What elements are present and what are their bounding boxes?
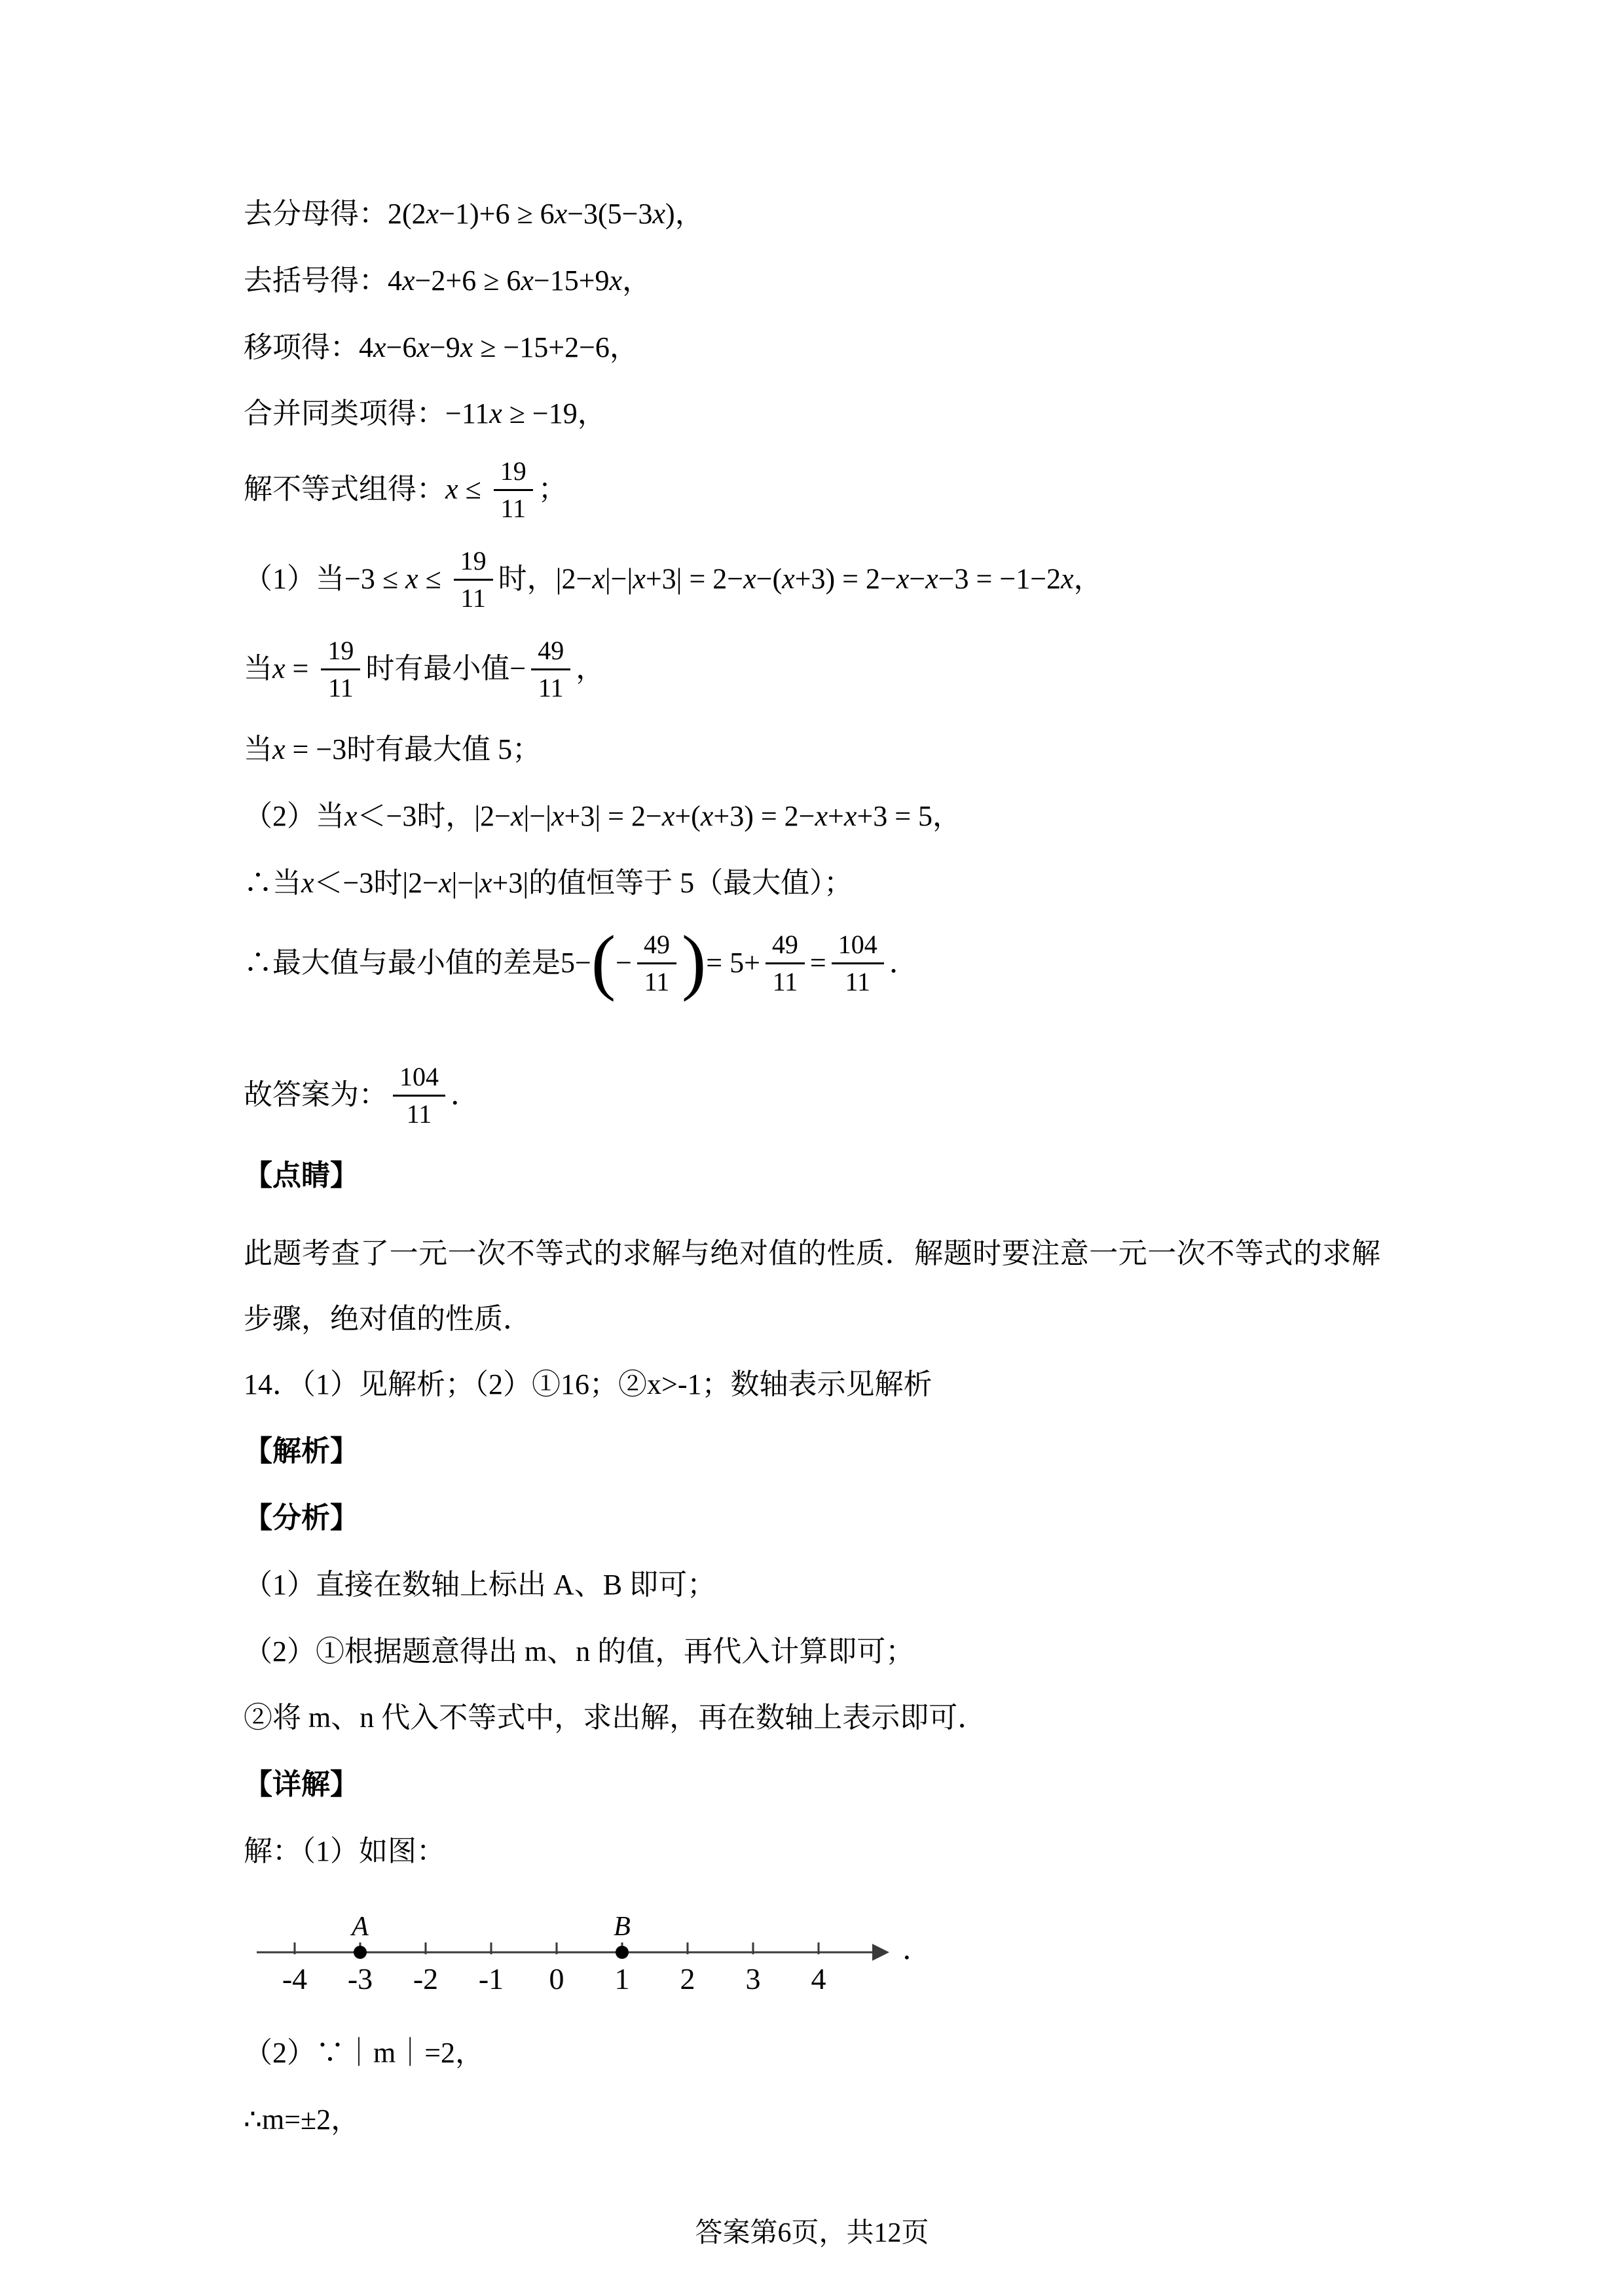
text-run: 【点睛】 [244,1159,359,1192]
fraction [494,457,533,522]
text-run: ∴最大值与最小值的差是 [244,946,561,979]
document-body [244,193,1380,2140]
text-run: 时有最大值 5； [346,733,542,766]
text-run: 【详解】 [244,1768,359,1801]
math-run: x＜−3 [301,866,374,899]
text-run: 时 [373,866,403,899]
text-run: 【解析】 [244,1435,359,1468]
solution-line [244,636,1380,704]
text-run: 去分母得： [244,198,388,230]
axis-tick-label: -2 [413,1961,439,1995]
text-run: 解不等式组得： [244,473,445,505]
fraction-numerator: 49 [637,930,676,964]
paragraph [244,1221,1380,1352]
fraction-numerator: 49 [531,636,570,670]
math-run: −11x ≥ −19 [445,397,578,430]
number-line-figure [248,1897,902,2007]
math-run: 4x−2+6 ≥ 6x−15+9x [388,264,623,297]
math-run: = [809,946,826,979]
axis-tick-label: 4 [811,1961,826,1995]
text-run: ∴当 [244,866,301,899]
text-run: （1）直接在数轴上标出 A、B 即可； [244,1568,716,1601]
fraction-denominator: 11 [406,1099,432,1129]
text-run: 故答案为： [244,1078,388,1111]
math-run: x = [272,652,309,685]
text-run: ． [889,946,918,979]
math-run: |2−x|−|x+3| = 2−x−(x+3) = 2−x−x−3 = −1−2x [555,562,1074,595]
text-run: 的值恒等于 5（最大值）； [528,866,853,899]
solution-line [244,920,1380,1002]
text-run: 【分析】 [244,1501,359,1534]
fraction [531,636,570,701]
text-run: 合并同类项得： [244,397,445,430]
fraction-denominator: 11 [644,967,670,997]
page-footer: 答案第6页，共12页 [695,2218,929,2248]
axis-tick-label: 0 [549,1961,564,1995]
text-run: ． [451,1078,479,1111]
big-paren: ( [591,920,616,1002]
text-run: ， [1073,562,1103,595]
marked-point-dot [616,1946,629,1959]
solution-line [244,862,1380,904]
text-run: 移项得： [244,331,359,363]
text-run: 去括号得： [244,264,388,297]
solution-line [244,1697,1380,1739]
text-run: ， [609,331,638,363]
math-run: |2−x|−|x+3| = 2−x+(x+3) = 2−x+x+3 = 5 [474,799,933,832]
solution-line [244,193,1380,235]
text-run: （2）∵｜m｜=2， [244,2036,485,2069]
math-run: −3 ≤ x ≤ [344,562,441,595]
text-run: ， [932,799,962,832]
math-run: x = −3 [272,733,347,766]
text-run: ， [577,397,606,430]
fraction-denominator: 11 [772,967,798,997]
math-run: |2−x|−|x+3| [402,866,529,899]
solution-line [244,546,1380,614]
text-run: （2）①根据题意得出 m、n 的值，再代入计算即可； [244,1635,915,1667]
text-run: ， [674,198,704,230]
fraction-numerator: 104 [393,1063,445,1097]
math-run: 5− [561,946,591,979]
fraction-numerator: 19 [321,636,360,670]
axis-tick-label: -3 [347,1961,373,1995]
text-run: 时， [498,562,556,595]
solution-line [244,260,1380,302]
big-paren: ) [681,920,707,1002]
marked-point-label: A [352,1911,369,1942]
answer-line [244,1364,1380,1406]
fraction-numerator: 19 [454,547,493,581]
marked-point-dot [354,1946,367,1959]
solution-line [244,1061,1380,1130]
section-heading [244,1497,1380,1539]
fraction [393,1063,445,1127]
solution-line [244,1564,1380,1606]
axis-arrowhead [872,1944,889,1961]
fraction-denominator: 11 [845,967,870,997]
text-run: 此题考查了一元一次不等式的求解与绝对值的性质．解题时要注意一元一次不等式的求解步骤，绝对值的性质． [244,1237,1380,1336]
text-run: （1）当 [244,562,344,595]
solution-line [244,456,1380,524]
solution-line [244,393,1380,435]
fraction [454,547,493,611]
axis-tick-label: 3 [745,1961,761,1995]
math-run: 4x−6x−9x ≥ −15+2−6 [359,331,610,363]
text-run: ， [622,264,652,297]
solution-line [244,729,1380,771]
text-run: ∴m=±2， [244,2103,360,2136]
fraction [832,930,884,995]
fraction-denominator: 11 [460,583,486,613]
text-run: 14．（1）见解析；（2）①16；②x>-1；数轴表示见解析 [244,1368,932,1401]
fraction-numerator: 49 [766,930,805,964]
solution-line [244,1631,1380,1673]
text-run: ． [902,1933,931,1965]
text-run: 当 [244,652,272,685]
text-run: 当 [244,733,272,766]
text-run: ②将 m、n 代入不等式中，求出解，再在数轴上表示即可． [244,1702,987,1734]
figure-line [244,1897,1380,2007]
section-heading [244,1430,1380,1472]
text-run: （2）当 [244,799,344,832]
fraction-denominator: 11 [500,494,526,524]
section-heading [244,1764,1380,1806]
math-run: − [509,652,526,685]
axis-tick-label: 1 [614,1961,630,1995]
fraction-numerator: 19 [494,457,533,491]
fraction [766,930,805,995]
axis-tick-label: -1 [478,1961,504,1995]
solution-line [244,2099,1380,2141]
solution-line [244,2032,1380,2074]
fraction [637,930,676,995]
math-run: x＜−3 [344,799,417,832]
math-run: x ≤ [445,473,481,505]
math-run: 2(2x−1)+6 ≥ 6x−3(5−3x) [388,198,675,230]
fraction-denominator: 11 [538,673,564,703]
axis-tick-label: 2 [680,1961,695,1995]
fraction-numerator: 104 [832,930,884,964]
text-run: 时有最小值 [365,652,510,685]
math-run: = 5+ [706,946,760,979]
fraction [321,636,360,701]
text-run: 解：（1）如图： [244,1834,445,1867]
text-run: ； [538,473,567,505]
solution-line [244,1831,1380,1872]
fraction-denominator: 11 [328,673,354,703]
axis-tick-label: -4 [282,1961,308,1995]
text-run: ， [576,652,605,685]
marked-point-label: B [614,1911,631,1942]
text-run: 时， [416,799,475,832]
math-run: − [616,946,632,979]
section-heading [244,1155,1380,1197]
solution-line [244,327,1380,369]
solution-line [244,795,1380,837]
